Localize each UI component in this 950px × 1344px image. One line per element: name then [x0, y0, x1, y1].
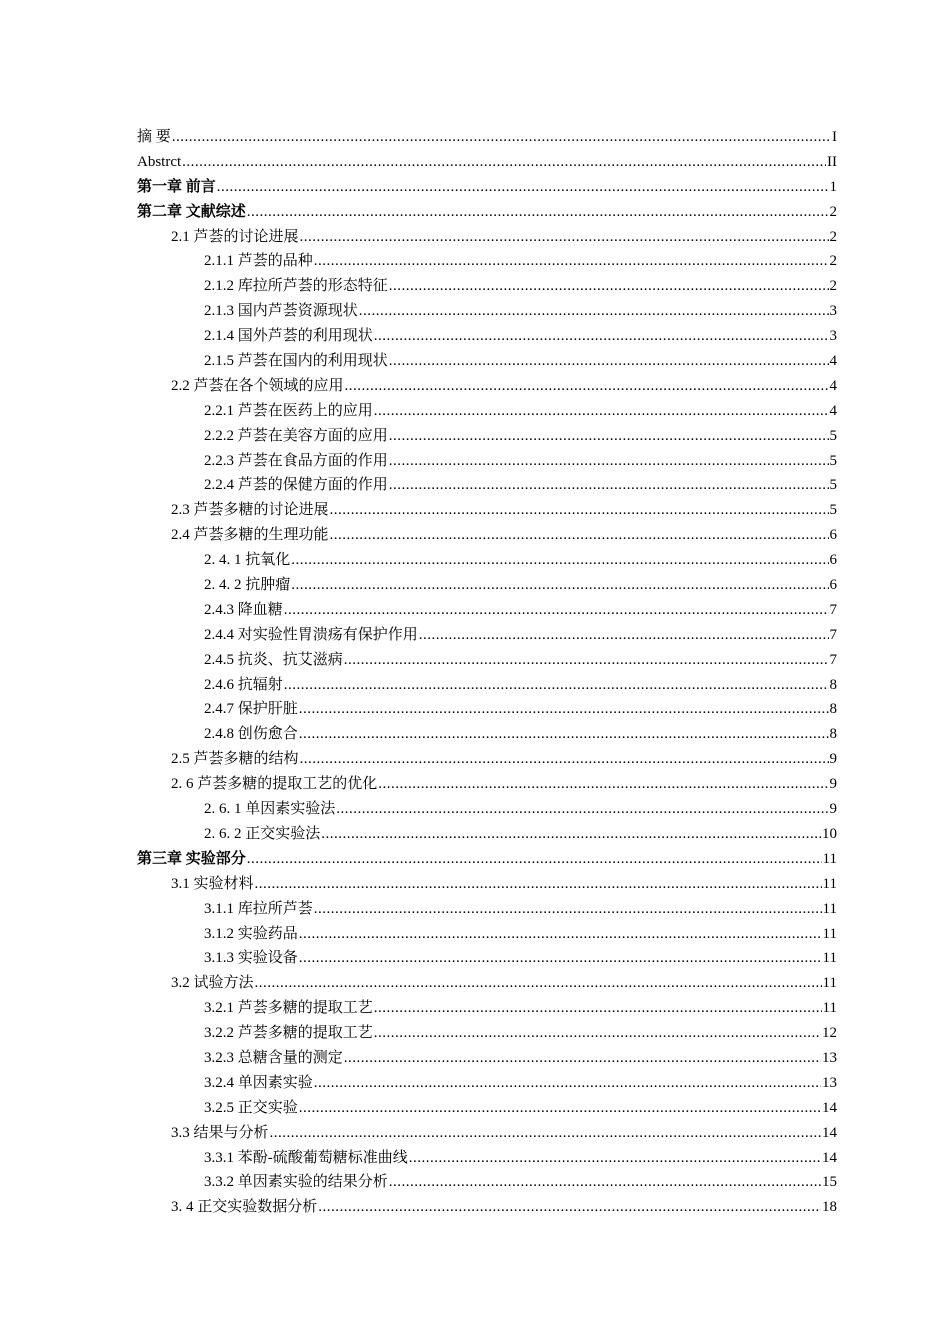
toc-entry-title: 3. 4 正交实验数据分析 [171, 1199, 318, 1216]
toc-dot-leader [389, 473, 829, 498]
toc-entry-title: 2.1.3 国内芦荟资源现状 [204, 303, 358, 320]
toc-entry-title: 摘 要 [137, 129, 171, 145]
toc-entry-title: 2.1.5 芦荟在国内的利用现状 [204, 353, 388, 370]
toc-dot-leader [300, 225, 829, 250]
toc-entry[interactable] [137, 1046, 837, 1071]
toc-dot-leader [291, 573, 828, 598]
toc-entry-page-number: 11 [822, 950, 837, 967]
toc-entry-page-number: 5 [829, 477, 837, 494]
toc-entry[interactable] [137, 473, 837, 498]
toc-dot-leader [389, 449, 829, 474]
toc-entry-page-number: 11 [822, 875, 837, 892]
toc-entry[interactable] [137, 424, 837, 449]
toc-entry-title: 2.2 芦荟在各个领域的应用 [171, 377, 344, 394]
toc-entry-title: 3.3.1 苯酚-硫酸葡萄糖标准曲线 [204, 1149, 408, 1166]
toc-entry-title: 2.4.8 创伤愈合 [204, 726, 298, 743]
toc-entry[interactable] [137, 1121, 837, 1146]
toc-entry-title: 第一章 前言 [137, 178, 216, 195]
toc-entry-page-number: 6 [829, 527, 837, 544]
toc-entry-title: 2. 4. 2 抗肿瘤 [204, 577, 291, 594]
toc-entry-title: 3.2.4 单因素实验 [204, 1074, 313, 1091]
toc-dot-leader [374, 399, 829, 424]
toc-entry-title: 3.1.3 实验设备 [204, 950, 298, 967]
toc-dot-leader [299, 722, 829, 747]
toc-entry[interactable] [137, 324, 837, 349]
toc-entry[interactable] [137, 274, 837, 299]
toc-dot-leader [217, 175, 829, 200]
toc-dot-leader [389, 1170, 821, 1195]
toc-entry-page-number: 3 [829, 303, 837, 320]
toc-entry[interactable] [137, 598, 837, 623]
toc-entry[interactable] [137, 872, 837, 897]
toc-dot-leader [389, 424, 829, 449]
toc-dot-leader [299, 1096, 821, 1121]
toc-entry-page-number: 8 [829, 701, 837, 718]
toc-entry-title: 2. 6 芦荟多糖的提取工艺的优化 [171, 776, 378, 793]
toc-entry-title: 2.2.2 芦荟在美容方面的应用 [204, 427, 388, 444]
toc-entry-title: 2.2.3 芦荟在食品方面的作用 [204, 452, 388, 469]
toc-dot-leader [299, 922, 822, 947]
toc-entry[interactable] [137, 971, 837, 996]
toc-entry-title: 2. 6. 2 正交实验法 [204, 825, 321, 842]
toc-entry-page-number: 18 [822, 1199, 837, 1216]
toc-dot-leader [314, 249, 829, 274]
toc-entry-page-number: 4 [829, 353, 837, 370]
toc-entry-page-number: 9 [829, 751, 837, 768]
toc-entry[interactable] [137, 548, 837, 573]
toc-entry-page-number: 2 [829, 278, 837, 295]
toc-dot-leader [336, 797, 828, 822]
toc-entry-title: 3.2.3 总糖含量的测定 [204, 1049, 343, 1066]
toc-dot-leader [172, 125, 831, 150]
toc-dot-leader [374, 996, 822, 1021]
toc-entry[interactable] [137, 747, 837, 772]
toc-entry-title: 3.2.5 正交实验 [204, 1099, 298, 1116]
toc-entry[interactable] [137, 449, 837, 474]
toc-dot-leader [321, 822, 821, 847]
toc-dot-leader [374, 1021, 821, 1046]
toc-dot-leader [374, 324, 829, 349]
toc-dot-leader [300, 747, 829, 772]
toc-entry-page-number: 5 [829, 502, 837, 519]
toc-entry-page-number: 15 [822, 1174, 837, 1191]
toc-entry[interactable] [137, 1021, 837, 1046]
toc-entry[interactable] [137, 200, 837, 225]
toc-entry-title: 2.4.7 保护肝脏 [204, 701, 298, 718]
toc-entry-page-number: 2 [829, 203, 837, 220]
toc-entry-title: 3.2.2 芦荟多糖的提取工艺 [204, 1025, 373, 1042]
toc-entry-page-number: 11 [822, 850, 837, 867]
toc-dot-leader [255, 872, 822, 897]
toc-entry-page-number: 11 [822, 975, 837, 992]
toc-entry-title: 2.4.3 降血糖 [204, 601, 283, 618]
toc-entry-page-number: 13 [822, 1074, 837, 1091]
toc-entry-page-number: 9 [829, 801, 837, 818]
toc-entry-title: 2.4.4 对实验性胃溃疡有保护作用 [204, 626, 418, 643]
toc-entry-title: 3.3 结果与分析 [171, 1124, 269, 1141]
toc-dot-leader [314, 897, 822, 922]
toc-entry-title: 2.4 芦荟多糖的生理功能 [171, 527, 329, 544]
toc-entry-title: Abstrct [137, 153, 182, 170]
toc-dot-leader [409, 1146, 821, 1171]
toc-entry-title: 2.2.4 芦荟的保健方面的作用 [204, 477, 388, 494]
toc-entry[interactable] [137, 946, 837, 971]
toc-entry-page-number: 2 [829, 253, 837, 270]
toc-entry-page-number: 14 [822, 1099, 837, 1116]
toc-entry-title: 2.3 芦荟多糖的讨论进展 [171, 502, 329, 519]
toc-entry[interactable] [137, 673, 837, 698]
toc-entry-page-number: 8 [829, 676, 837, 693]
toc-entry[interactable] [137, 249, 837, 274]
toc-entry-title: 2.2.1 芦荟在医药上的应用 [204, 402, 373, 419]
toc-entry-page-number: 7 [829, 626, 837, 643]
toc-entry-page-number: 5 [829, 452, 837, 469]
toc-entry-page-number: 7 [829, 651, 837, 668]
toc-entry-title: 2. 4. 1 抗氧化 [204, 552, 291, 569]
toc-entry[interactable] [137, 225, 837, 250]
toc-entry[interactable] [137, 797, 837, 822]
toc-entry-page-number: 14 [822, 1124, 837, 1141]
toc-entry[interactable] [137, 498, 837, 523]
toc-entry[interactable] [137, 1146, 837, 1171]
toc-entry-title: 第二章 文献综述 [137, 203, 246, 220]
toc-entry[interactable] [137, 349, 837, 374]
toc-entry[interactable] [137, 847, 837, 872]
toc-dot-leader [299, 697, 829, 722]
toc-entry-title: 3.3.2 单因素实验的结果分析 [204, 1174, 388, 1191]
toc-dot-leader [345, 374, 829, 399]
toc-entry[interactable] [137, 648, 837, 673]
toc-entry-page-number: 6 [829, 577, 837, 594]
toc-dot-leader [284, 598, 829, 623]
toc-entry[interactable] [137, 1071, 837, 1096]
toc-entry[interactable] [137, 573, 837, 598]
toc-entry-page-number: 3 [829, 328, 837, 345]
toc-entry[interactable] [137, 1195, 837, 1220]
toc-entry[interactable] [137, 399, 837, 424]
toc-entry-title: 3.1.2 实验药品 [204, 925, 298, 942]
toc-entry-page-number: 7 [829, 601, 837, 618]
toc-entry-page-number: 11 [822, 1000, 837, 1017]
toc-entry-page-number: 10 [822, 825, 837, 842]
toc-dot-leader [291, 548, 828, 573]
toc-entry-title: 2.1.1 芦荟的品种 [204, 253, 313, 270]
toc-entry[interactable] [137, 822, 837, 847]
toc-dot-leader [344, 1046, 821, 1071]
toc-dot-leader [318, 1195, 821, 1220]
toc-dot-leader [419, 623, 829, 648]
toc-dot-leader [314, 1071, 821, 1096]
toc-dot-leader [389, 274, 829, 299]
toc-entry-title: 3.1.1 库拉所芦荟 [204, 900, 313, 917]
toc-dot-leader [330, 523, 829, 548]
toc-entry-title: 2.1.2 库拉所芦荟的形态特征 [204, 278, 388, 295]
toc-entry[interactable] [137, 125, 837, 150]
toc-entry-page-number: 11 [822, 900, 837, 917]
toc-entry-title: 3.1 实验材料 [171, 875, 254, 892]
toc-entry[interactable] [137, 996, 837, 1021]
toc-entry[interactable] [137, 722, 837, 747]
toc-entry[interactable] [137, 150, 837, 175]
toc-entry-title: 第三章 实验部分 [137, 850, 246, 867]
toc-entry[interactable] [137, 922, 837, 947]
toc-dot-leader [359, 299, 829, 324]
toc-dot-leader [270, 1121, 821, 1146]
toc-entry-title: 2.1.4 国外芦荟的利用现状 [204, 328, 373, 345]
toc-entry-title: 2.1 芦荟的讨论进展 [171, 228, 299, 245]
toc-entry-title: 2.4.6 抗辐射 [204, 676, 283, 693]
toc-entry-page-number: 12 [822, 1025, 837, 1042]
toc-dot-leader [284, 673, 829, 698]
toc-entry[interactable] [137, 374, 837, 399]
toc-entry-page-number: 11 [822, 925, 837, 942]
toc-entry[interactable] [137, 1096, 837, 1121]
toc-entry[interactable] [137, 175, 837, 200]
toc-entry-page-number: 14 [822, 1149, 837, 1166]
toc-entry[interactable] [137, 772, 837, 797]
toc-dot-leader [255, 971, 822, 996]
toc-entry[interactable] [137, 1170, 837, 1195]
toc-dot-leader [182, 150, 826, 175]
toc-entry-page-number: 13 [822, 1049, 837, 1066]
toc-dot-leader [344, 648, 829, 673]
toc-dot-leader [299, 946, 822, 971]
toc-entry[interactable] [137, 897, 837, 922]
toc-dot-leader [330, 498, 829, 523]
toc-dot-leader [247, 847, 822, 872]
toc-dot-leader [389, 349, 829, 374]
toc-entry[interactable] [137, 697, 837, 722]
toc-entry-page-number: I [832, 129, 837, 145]
toc-entry[interactable] [137, 299, 837, 324]
toc-entry-title: 2.4.5 抗炎、抗艾滋病 [204, 651, 343, 668]
toc-entry-page-number: 4 [829, 377, 837, 394]
toc-entry-page-number: 5 [829, 427, 837, 444]
toc-entry-page-number: 6 [829, 552, 837, 569]
toc-entry-title: 3.2 试验方法 [171, 975, 254, 992]
toc-entry-title: 2.5 芦荟多糖的结构 [171, 751, 299, 768]
toc-entry[interactable] [137, 623, 837, 648]
toc-dot-leader [247, 200, 829, 225]
toc-entry-page-number: 8 [829, 726, 837, 743]
toc-entry-page-number: 1 [829, 178, 837, 195]
toc-dot-leader [378, 772, 828, 797]
toc-entry[interactable] [137, 523, 837, 548]
toc-entry-page-number: II [827, 153, 837, 170]
toc-entry-page-number: 4 [829, 402, 837, 419]
toc-entry-page-number: 9 [829, 776, 837, 793]
toc-entry-title: 2. 6. 1 单因素实验法 [204, 801, 336, 818]
toc-entry-title: 3.2.1 芦荟多糖的提取工艺 [204, 1000, 373, 1017]
table-of-contents [137, 125, 837, 1220]
toc-entry-page-number: 2 [829, 228, 837, 245]
